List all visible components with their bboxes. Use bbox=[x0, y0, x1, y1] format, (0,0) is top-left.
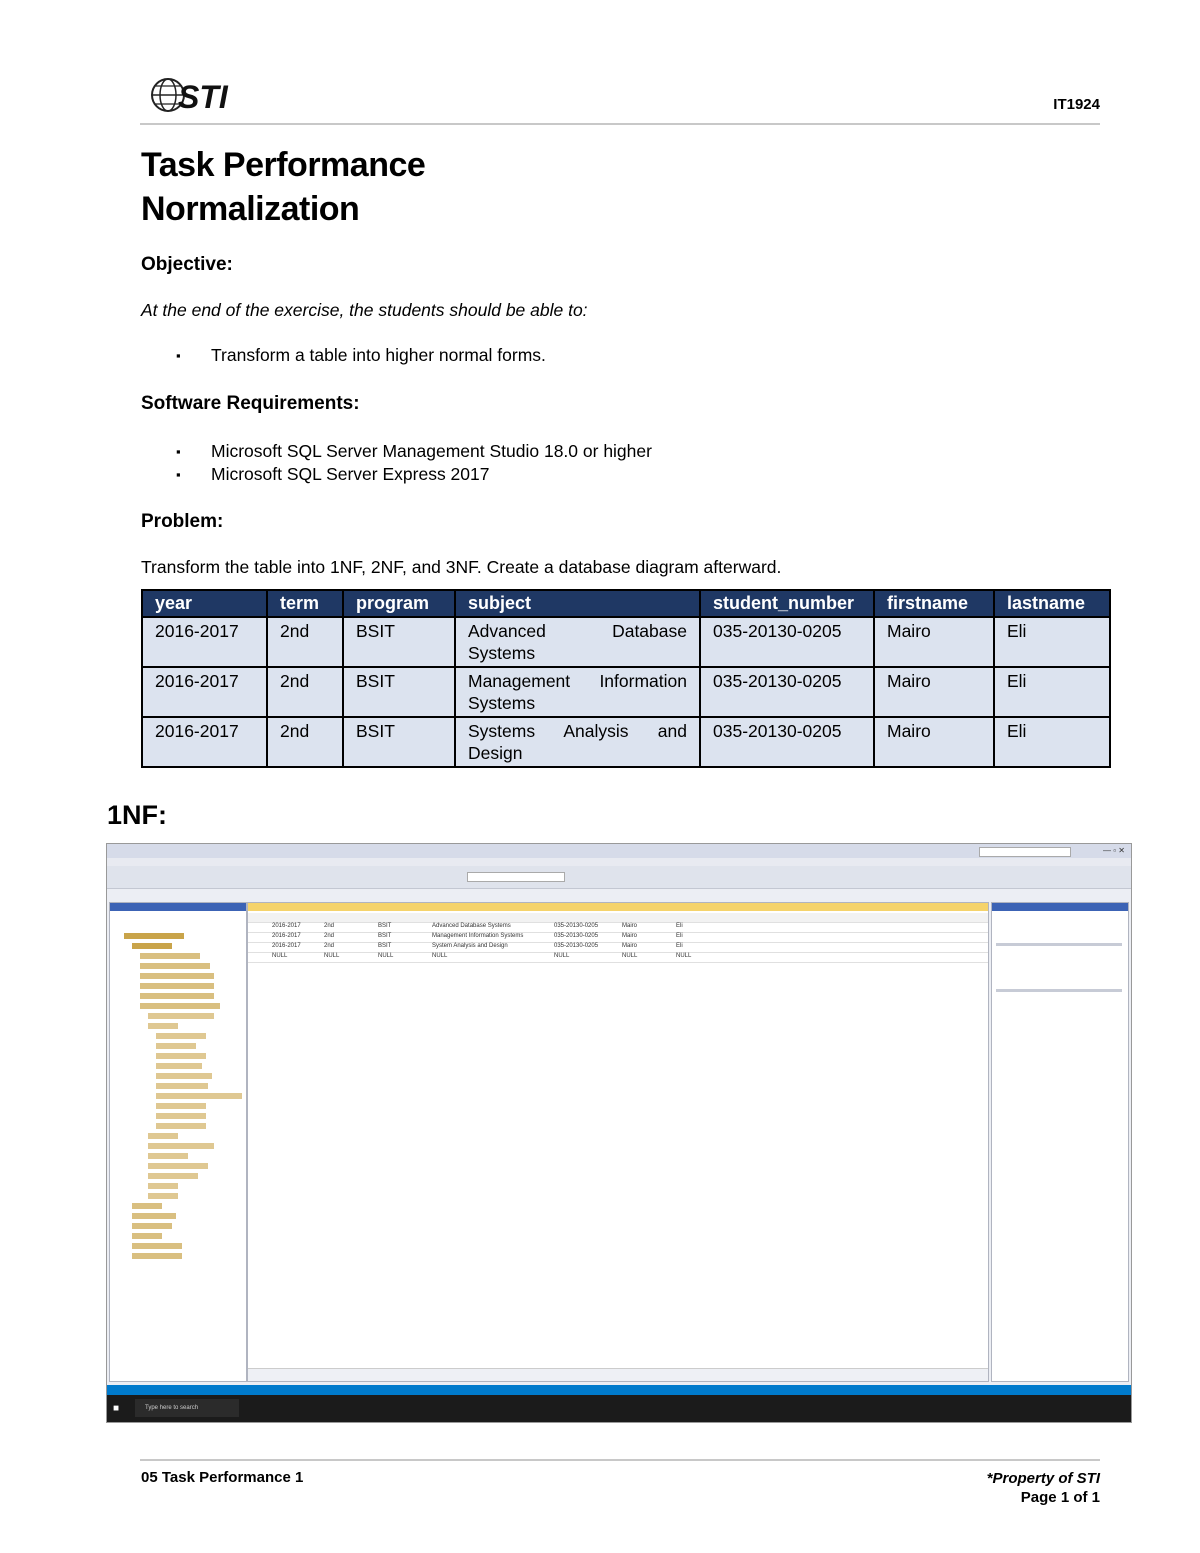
objective-list bbox=[176, 344, 546, 367]
footer-document-label: 05 Task Performance 1 bbox=[141, 1469, 304, 1486]
tree-node[interactable] bbox=[132, 943, 172, 949]
problem-heading: Problem: bbox=[141, 511, 224, 532]
tree-node[interactable] bbox=[156, 1113, 206, 1119]
column-header: student_number bbox=[700, 590, 874, 617]
column-header: program bbox=[343, 590, 455, 617]
ssms-menu-bar[interactable] bbox=[107, 858, 1131, 866]
grid-navigation-bar[interactable] bbox=[248, 1368, 988, 1381]
table-cell: 035-20130-0205 bbox=[700, 717, 874, 767]
title-line-2: Normalization bbox=[141, 190, 360, 228]
table-cell: 035-20130-0205 bbox=[700, 617, 874, 667]
table-cell: Eli bbox=[994, 667, 1110, 717]
tree-node[interactable] bbox=[156, 1083, 208, 1089]
table-cell: Eli bbox=[994, 617, 1110, 667]
tree-node[interactable] bbox=[148, 1143, 214, 1149]
tree-node[interactable] bbox=[148, 1163, 208, 1169]
tree-node[interactable] bbox=[156, 1043, 196, 1049]
column-header: year bbox=[142, 590, 267, 617]
table-cell: Systems Analysis and Design bbox=[455, 717, 700, 767]
objective-heading: Objective: bbox=[141, 254, 233, 275]
window-controls-icon[interactable]: — ▫ ✕ bbox=[1103, 846, 1125, 855]
svg-text:STI: STI bbox=[178, 79, 228, 115]
grid-row[interactable]: 2016-2017 2nd BSIT Management Information Systems 035-20130-0205 Mairo Eli bbox=[248, 933, 988, 943]
table-cell: Eli bbox=[994, 717, 1110, 767]
table-cell: 035-20130-0205 bbox=[700, 667, 874, 717]
footer-page-number: Page 1 of 1 bbox=[1020, 1489, 1100, 1506]
table-row bbox=[142, 717, 1110, 767]
tree-node[interactable] bbox=[156, 1053, 206, 1059]
windows-start-icon[interactable]: ■ bbox=[113, 1403, 120, 1414]
column-header: firstname bbox=[874, 590, 994, 617]
page-title bbox=[141, 143, 425, 231]
tree-node[interactable] bbox=[148, 1193, 178, 1199]
database-dropdown[interactable] bbox=[467, 872, 565, 882]
quick-launch-input[interactable] bbox=[979, 847, 1071, 857]
footer-divider bbox=[140, 1459, 1100, 1461]
list-item: ▪ Microsoft SQL Server Express 2017 bbox=[176, 463, 652, 486]
table-cell: BSIT bbox=[343, 717, 455, 767]
tree-node[interactable] bbox=[148, 1173, 198, 1179]
footer-page-info bbox=[987, 1469, 1100, 1507]
tree-node[interactable] bbox=[124, 933, 184, 939]
tree-node[interactable] bbox=[156, 1063, 202, 1069]
list-item: ▪ Transform a table into higher normal forms. bbox=[176, 344, 546, 367]
table-cell: Mairo bbox=[874, 667, 994, 717]
table-cell: 2016-2017 bbox=[142, 667, 267, 717]
tree-node[interactable] bbox=[156, 1123, 206, 1129]
nf1-heading: 1NF: bbox=[107, 800, 167, 830]
properties-header bbox=[992, 903, 1128, 911]
tree-node[interactable] bbox=[140, 963, 210, 969]
table-cell: BSIT bbox=[343, 617, 455, 667]
grid-row[interactable]: NULL NULL NULL NULL NULL NULL NULL bbox=[248, 953, 988, 963]
problem-text: Transform the table into 1NF, 2NF, and 3NF. Create a database diagram afterward. bbox=[141, 557, 782, 577]
table-row bbox=[142, 617, 1110, 667]
tree-node[interactable] bbox=[148, 1133, 178, 1139]
column-header: lastname bbox=[994, 590, 1110, 617]
column-header: term bbox=[267, 590, 343, 617]
objective-intro: At the end of the exercise, the students should be able to: bbox=[141, 300, 588, 320]
ssms-status-bar bbox=[107, 1385, 1131, 1395]
tree-node[interactable] bbox=[148, 1183, 178, 1189]
object-explorer-header bbox=[110, 903, 246, 911]
column-header: subject bbox=[455, 590, 700, 617]
tree-node[interactable] bbox=[132, 1253, 182, 1259]
editor-tab-strip[interactable] bbox=[248, 903, 988, 911]
tree-node[interactable] bbox=[156, 1103, 206, 1109]
tree-node[interactable] bbox=[156, 1033, 206, 1039]
list-item: ▪ Microsoft SQL Server Management Studio 18.0 or higher bbox=[176, 440, 652, 463]
table-cell: 2016-2017 bbox=[142, 717, 267, 767]
tree-node[interactable] bbox=[156, 1093, 242, 1099]
header-divider bbox=[140, 123, 1100, 125]
tree-node[interactable] bbox=[132, 1243, 182, 1249]
tree-node[interactable] bbox=[140, 1003, 220, 1009]
table-cell: Management Information Systems bbox=[455, 667, 700, 717]
sti-logo bbox=[148, 74, 248, 116]
tree-node[interactable] bbox=[132, 1213, 176, 1219]
object-explorer-panel[interactable] bbox=[109, 902, 247, 1382]
software-heading: Software Requirements: bbox=[141, 393, 360, 414]
tree-node[interactable] bbox=[132, 1203, 162, 1209]
table-cell: BSIT bbox=[343, 667, 455, 717]
tree-node[interactable] bbox=[140, 993, 214, 999]
table-cell: 2016-2017 bbox=[142, 617, 267, 667]
footer-property: *Property of STI bbox=[986, 1470, 1100, 1487]
unnormalized-table bbox=[141, 589, 1111, 768]
tree-node[interactable] bbox=[140, 973, 214, 979]
title-line-1: Task Performance bbox=[141, 146, 426, 184]
grid-header-row bbox=[248, 913, 988, 923]
table-cell: Mairo bbox=[874, 617, 994, 667]
tree-node[interactable] bbox=[156, 1073, 212, 1079]
tree-node[interactable] bbox=[132, 1223, 172, 1229]
windows-taskbar[interactable] bbox=[107, 1395, 1131, 1422]
tree-node[interactable] bbox=[140, 953, 200, 959]
table-cell: Advanced Database Systems bbox=[455, 617, 700, 667]
tree-node[interactable] bbox=[148, 1013, 214, 1019]
tree-node[interactable] bbox=[140, 983, 214, 989]
tree-node[interactable] bbox=[148, 1153, 188, 1159]
table-header-row bbox=[142, 590, 1110, 617]
grid-row[interactable]: 2016-2017 2nd BSIT Advanced Database Systems 035-20130-0205 Mairo Eli bbox=[248, 923, 988, 933]
ssms-screenshot bbox=[106, 843, 1132, 1423]
table-row bbox=[142, 667, 1110, 717]
course-code: IT1924 bbox=[1053, 96, 1100, 113]
grid-row[interactable]: 2016-2017 2nd BSIT System Analysis and Design 035-20130-0205 Mairo Eli bbox=[248, 943, 988, 953]
ssms-title-bar bbox=[107, 844, 1131, 858]
software-list bbox=[176, 440, 652, 486]
tree-node[interactable] bbox=[148, 1023, 178, 1029]
table-cell: Mairo bbox=[874, 717, 994, 767]
properties-panel[interactable] bbox=[991, 902, 1129, 1382]
table-editor-panel[interactable] bbox=[247, 902, 989, 1382]
table-cell: 2nd bbox=[267, 667, 343, 717]
table-cell: 2nd bbox=[267, 617, 343, 667]
taskbar-search-input[interactable]: Type here to search bbox=[135, 1399, 239, 1417]
ssms-toolbar[interactable] bbox=[107, 866, 1131, 889]
table-cell: 2nd bbox=[267, 717, 343, 767]
tree-node[interactable] bbox=[132, 1233, 162, 1239]
